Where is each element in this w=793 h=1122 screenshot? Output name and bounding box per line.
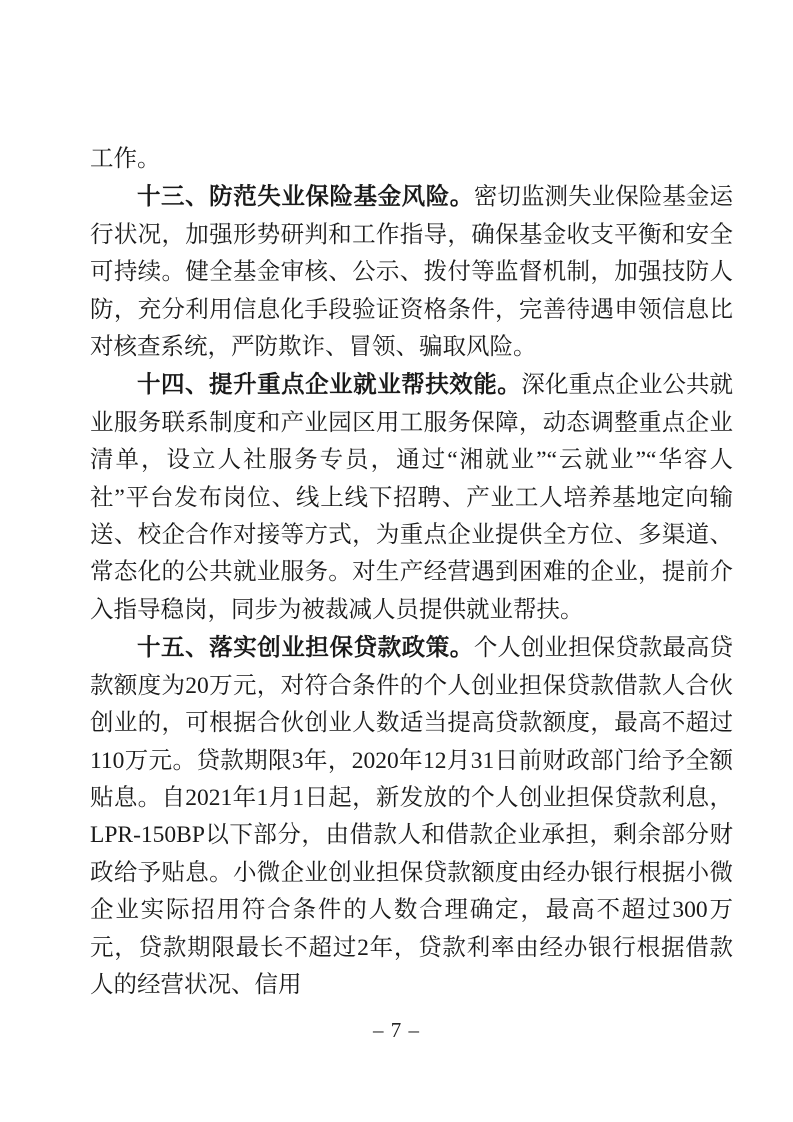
document-body xyxy=(90,140,733,1004)
paragraph-section-14 xyxy=(90,366,733,629)
section-14-heading: 十四、提升重点企业就业帮扶效能。 xyxy=(137,371,522,398)
paragraph-text: 密切监测失业保险基金运行状况，加强形势研判和工作指导，确保基金收支平衡和安全可持续。健全基金审核、公示、拨付等监督机制，加强技防人防，充分利用信息化手段验证资格条件，完善待遇申领信息比对核查系统，严防欺诈、冒领、骗取风险。 xyxy=(90,184,733,361)
page-footer xyxy=(0,1018,793,1043)
paragraph-text: 深化重点企业公共就业服务联系制度和产业园区用工服务保障，动态调整重点企业清单，设立人社服务专员，通过“湘就业”“云就业”“华容人社”平台发布岗位、线上线下招聘、产业工人培养基地定向输送、校企合作对接等方式，为重点企业提供全方位、多渠道、常态化的公共就业服务。对生产经营遇到困难的企业，提前介入指导稳岗，同步为被裁减人员提供就业帮扶。 xyxy=(90,372,734,623)
paragraph-text: 个人创业担保贷款最高贷款额度为20万元，对符合条件的个人创业担保贷款借款人合伙创业的，可根据合伙创业人数适当提高贷款额度，最高不超过110万元。贷款期限3年，2020年12月31日前财政部门给予全额贴息。自2021年1月1日起，新发放的个人创业担保贷款利息，LPR-150BP以下部分，由借款人和借款企业承担，剩余部分财政给予贴息。小微企业创业担保贷款额度由经办银行根据小微企业实际招用符合条件的人数合理确定，最高不超过300万元，贷款期限最长不超过2年，贷款利率由经办银行根据借款人的经营状况、信用 xyxy=(90,635,733,998)
paragraph-text: 工作。 xyxy=(90,146,161,172)
section-15-heading: 十五、落实创业担保贷款政策。 xyxy=(137,634,474,661)
page-number: – 7 – xyxy=(373,1018,420,1042)
paragraph-continuation xyxy=(90,140,733,178)
section-13-heading: 十三、防范失业保险基金风险。 xyxy=(137,183,474,210)
paragraph-section-13 xyxy=(90,178,733,366)
paragraph-section-15 xyxy=(90,629,733,1004)
